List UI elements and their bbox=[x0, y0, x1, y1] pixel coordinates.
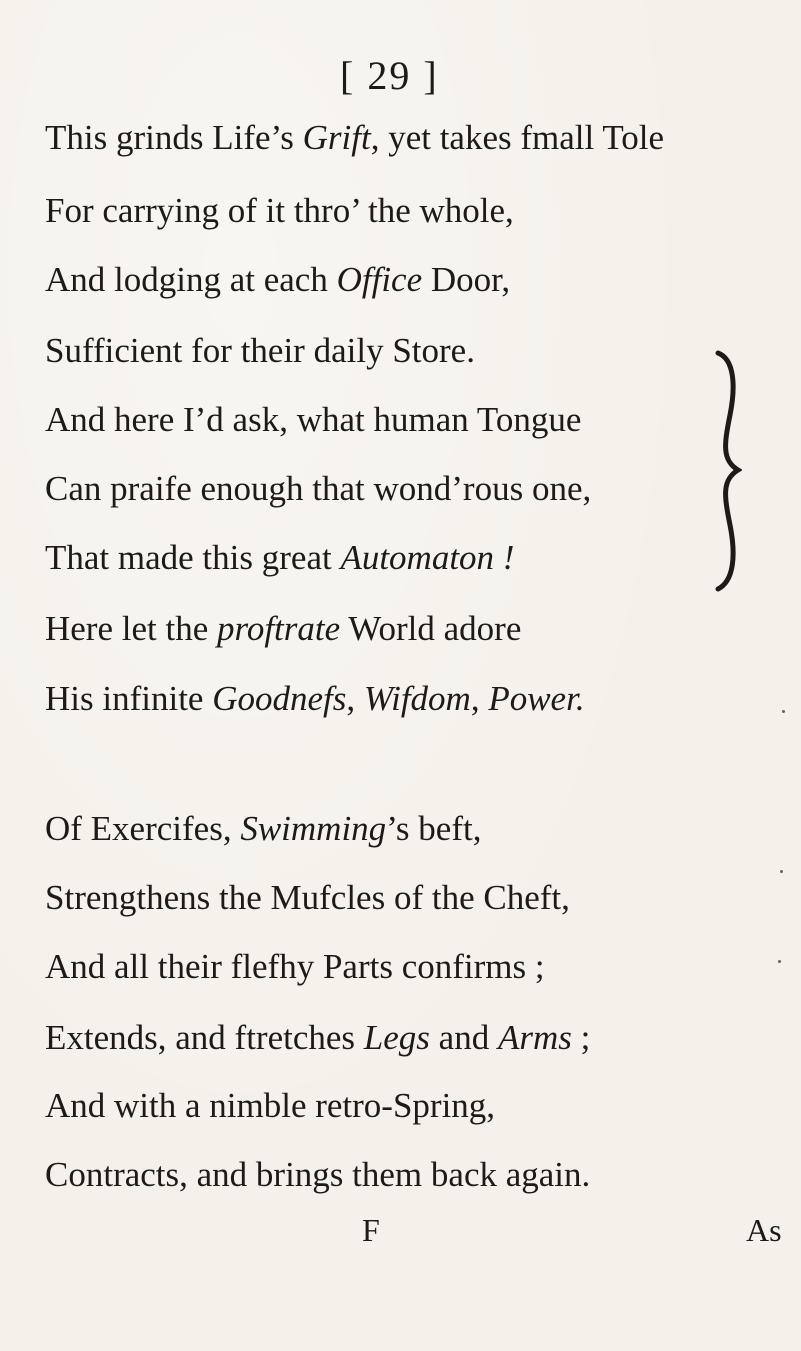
line-text: World adore bbox=[340, 609, 522, 648]
poem-line bbox=[45, 1088, 495, 1123]
poem-line bbox=[45, 811, 481, 846]
line-text: Strengthens the Mufcles of the Cheft, bbox=[45, 878, 570, 917]
poem-line bbox=[45, 681, 585, 716]
italic-word: Office bbox=[336, 260, 423, 299]
line-text: This grinds Life’s bbox=[45, 118, 303, 157]
poem-line bbox=[45, 1020, 590, 1055]
poem-line bbox=[45, 540, 514, 575]
italic-word: Automaton ! bbox=[340, 538, 515, 577]
line-text: , bbox=[470, 679, 489, 718]
line-text: Sufficient for their daily Store. bbox=[45, 331, 475, 370]
signature-mark: F bbox=[362, 1212, 380, 1248]
poem-line bbox=[45, 262, 510, 297]
poem-line bbox=[45, 402, 581, 437]
poem-line bbox=[45, 949, 545, 984]
italic-word: Power. bbox=[488, 679, 585, 718]
italic-word: Legs bbox=[363, 1018, 430, 1057]
page-number: [ 29 ] bbox=[340, 53, 439, 98]
line-text: Of Exercifes, bbox=[45, 809, 241, 848]
brace-mark bbox=[712, 345, 742, 595]
ink-speck bbox=[778, 960, 781, 963]
catchword: As bbox=[746, 1212, 782, 1248]
line-text: Here let the bbox=[45, 609, 217, 648]
poem-line bbox=[45, 471, 591, 506]
line-text: ’s beft, bbox=[386, 809, 482, 848]
line-text: , bbox=[346, 679, 364, 718]
poem-line bbox=[45, 1157, 590, 1192]
line-text: , yet takes fmall Tole bbox=[370, 118, 665, 157]
ink-speck bbox=[780, 870, 783, 873]
italic-word: Goodnefs bbox=[212, 679, 347, 718]
italic-word: proftrate bbox=[217, 609, 341, 648]
poem-line bbox=[45, 611, 521, 646]
italic-word: Arms bbox=[497, 1018, 572, 1057]
line-text: And lodging at each bbox=[45, 260, 337, 299]
line-text: Contracts, and brings them back again. bbox=[45, 1155, 591, 1194]
poem-line bbox=[45, 120, 664, 155]
line-text: That made this great bbox=[45, 538, 341, 577]
line-text: And with a nimble retro-Spring, bbox=[45, 1086, 496, 1125]
line-text: Extends, and ftretches bbox=[45, 1018, 364, 1057]
line-text: Can praife enough that wond’rous one, bbox=[45, 469, 592, 508]
line-text: His infinite bbox=[45, 679, 213, 718]
italic-word: Grift bbox=[302, 118, 371, 157]
line-text: And all their flefhy Parts confirms ; bbox=[45, 947, 545, 986]
poem-line bbox=[45, 193, 514, 228]
line-text: and bbox=[429, 1018, 498, 1057]
italic-word: Wifdom bbox=[363, 679, 471, 718]
poem-line bbox=[45, 333, 475, 368]
line-text: Door, bbox=[422, 260, 511, 299]
line-text: For carrying of it thro’ the whole, bbox=[45, 191, 514, 230]
line-text: And here I’d ask, what human Tongue bbox=[45, 400, 582, 439]
ink-speck bbox=[782, 710, 785, 713]
line-text: ; bbox=[571, 1018, 591, 1057]
poem-line bbox=[45, 880, 570, 915]
italic-word: Swimming bbox=[240, 809, 387, 848]
